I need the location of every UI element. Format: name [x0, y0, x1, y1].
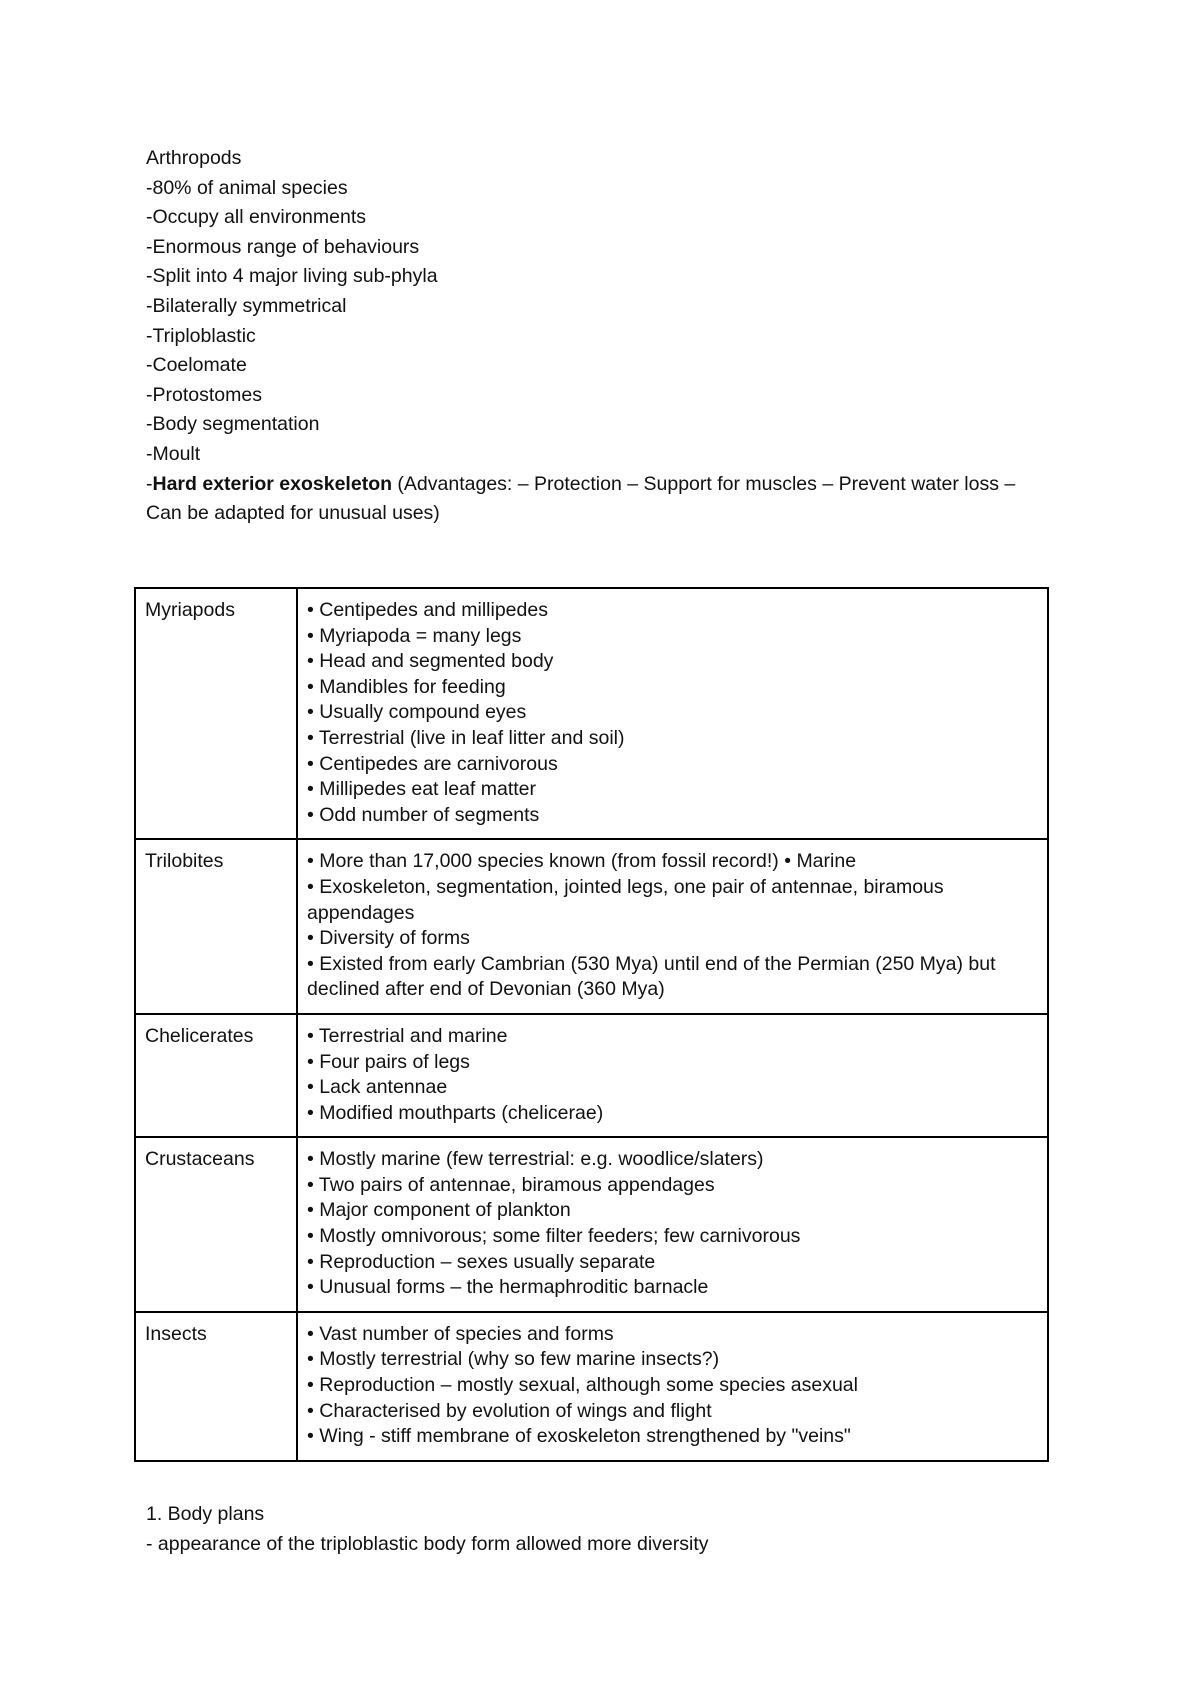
intro-point: -Enormous range of behaviours	[146, 235, 420, 258]
fact-item: • Reproduction – sexes usually separate	[307, 1250, 656, 1273]
section-point: - appearance of the triploblastic body form allowed more diversity	[146, 1532, 709, 1555]
fact-item: • Millipedes eat leaf matter	[307, 778, 537, 801]
group-name: Chelicerates	[135, 1014, 297, 1137]
fact-item: • Lack antennae	[307, 1076, 448, 1099]
outro-section	[146, 1500, 1046, 1559]
group-name: Insects	[135, 1312, 297, 1461]
group-name: Crustaceans	[135, 1137, 297, 1312]
subphyla-table	[134, 587, 1049, 1462]
table-row	[135, 839, 1048, 1014]
exoskeleton-prefix: -	[146, 472, 153, 495]
fact-item: • Myriapoda = many legs	[307, 624, 522, 647]
group-name: Trilobites	[135, 839, 297, 1014]
fact-item: • Mandibles for feeding	[307, 675, 506, 698]
fact-item: • Centipedes are carnivorous	[307, 752, 558, 775]
fact-item: • Terrestrial (live in leaf litter and soil)	[307, 726, 625, 749]
intro-point: -Moult	[146, 442, 201, 465]
fact-item: • Major component of plankton	[307, 1199, 571, 1222]
intro-point: -Occupy all environments	[146, 206, 367, 229]
fact-item: • Mostly omnivorous; some filter feeders; few carnivorous	[307, 1225, 801, 1248]
fact-item: • Usually compound eyes	[307, 701, 527, 724]
fact-item: • More than 17,000 species known (from fossil record!) • Marine	[307, 850, 857, 873]
table-row	[135, 588, 1048, 839]
intro-point: -Coelomate	[146, 354, 247, 377]
fact-item: • Unusual forms – the hermaphroditic barnacle	[307, 1276, 709, 1299]
fact-item: • Odd number of segments	[307, 803, 540, 826]
fact-item: • Four pairs of legs	[307, 1050, 470, 1073]
document-title: Arthropods	[146, 147, 242, 169]
fact-item: • Existed from early Cambrian (530 Mya) until end of the Permian (250 Mya) but declined after end of Devonian (360 Mya)	[307, 952, 996, 1001]
table-row	[135, 1014, 1048, 1137]
exoskeleton-point	[146, 470, 1046, 529]
fact-item: • Diversity of forms	[307, 927, 470, 950]
intro-section	[146, 144, 1046, 529]
fact-item: • Two pairs of antennae, biramous appendages	[307, 1173, 715, 1196]
intro-point: -Triploblastic	[146, 324, 256, 347]
group-facts	[297, 1312, 1048, 1461]
fact-item: • Characterised by evolution of wings and flight	[307, 1399, 712, 1422]
intro-point: -Bilaterally symmetrical	[146, 294, 347, 317]
intro-point: -Split into 4 major living sub-phyla	[146, 265, 438, 288]
group-facts	[297, 588, 1048, 839]
intro-point: -80% of animal species	[146, 176, 348, 199]
fact-item: • Modified mouthparts (chelicerae)	[307, 1101, 604, 1124]
exoskeleton-advantages: (Advantages: – Protection – Support for muscles – Prevent water loss – Can be adapted for unusual uses)	[146, 472, 1016, 525]
fact-item: • Centipedes and millipedes	[307, 599, 548, 621]
fact-item: • Vast number of species and forms	[307, 1322, 614, 1345]
group-facts	[297, 1137, 1048, 1312]
fact-item: • Mostly terrestrial (why so few marine insects?)	[307, 1348, 720, 1371]
fact-item: • Exoskeleton, segmentation, jointed legs, one pair of antennae, biramous appendages	[307, 875, 944, 924]
fact-item: • Reproduction – mostly sexual, although some species asexual	[307, 1374, 858, 1397]
fact-item: • Mostly marine (few terrestrial: e.g. woodlice/slaters)	[307, 1148, 764, 1171]
table-row	[135, 1137, 1048, 1312]
intro-point: -Protostomes	[146, 383, 262, 406]
fact-item: • Head and segmented body	[307, 650, 554, 673]
fact-item: • Wing - stiff membrane of exoskeleton strengthened by "veins"	[307, 1425, 851, 1448]
group-facts	[297, 1014, 1048, 1137]
section-heading: 1. Body plans	[146, 1503, 265, 1525]
exoskeleton-bold-text: Hard exterior exoskeleton	[152, 472, 393, 495]
intro-point: -Body segmentation	[146, 413, 320, 436]
group-facts	[297, 839, 1048, 1014]
group-name: Myriapods	[135, 588, 297, 839]
fact-item: • Terrestrial and marine	[307, 1024, 508, 1047]
table-row	[135, 1312, 1048, 1461]
